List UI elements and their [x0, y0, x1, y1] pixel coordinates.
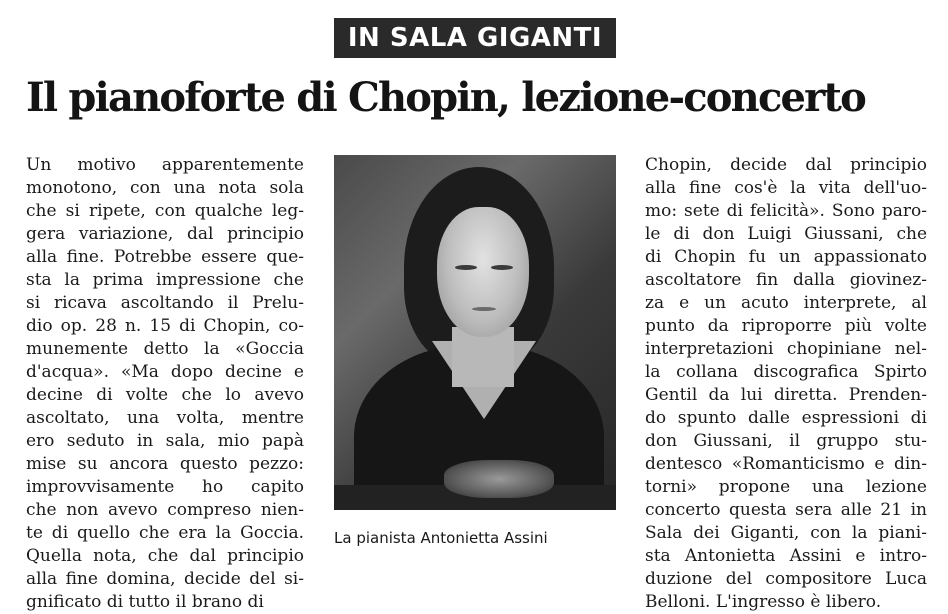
text-line: di Chopin fu un appassionato: [645, 247, 927, 267]
text-line: interpretazioni chopiniane nel-: [645, 339, 927, 359]
text-line: le di don Luigi Giussani, che: [645, 224, 927, 244]
photo-caption: La pianista Antonietta Assini: [334, 529, 548, 547]
text-line: ascoltato, una volta, mentre: [26, 408, 304, 428]
text-line: mise su ancora questo pezzo:: [26, 454, 304, 474]
text-line: che non avevo compreso nien-: [26, 500, 304, 520]
text-line: monotono, con una nota sola: [26, 178, 304, 198]
text-line: d'acqua». «Ma dopo decine e: [26, 362, 304, 382]
section-kicker: IN SALA GIGANTI: [334, 18, 616, 58]
text-line: sta Antonietta Assini e intro-: [645, 546, 927, 566]
text-line: improvvisamente ho capito: [26, 477, 304, 497]
text-line: Sala dei Giganti, con la piani-: [645, 523, 927, 543]
text-line: che si ripete, con qualche leg-: [26, 201, 304, 221]
text-line: Chopin, decide dal principio: [645, 155, 927, 175]
text-line: Un motivo apparentemente: [26, 155, 304, 175]
article-column-1: [26, 154, 304, 614]
text-line: torni» propone una lezione: [645, 477, 927, 497]
text-line: dentesco «Romanticismo e din-: [645, 454, 927, 474]
text-line: ascoltatore fin dalla giovinez-: [645, 270, 927, 290]
text-line: concerto questa sera alle 21 in: [645, 500, 927, 520]
text-line: gera variazione, dal principio: [26, 224, 304, 244]
text-line: za e un acuto interprete, al: [645, 293, 927, 313]
text-line: te di quello che era la Goccia.: [26, 523, 304, 543]
text-line: si ricava ascoltando il Prelu-: [26, 293, 304, 313]
text-line: duzione del compositore Luca: [645, 569, 927, 589]
text-line: alla fine. Potrebbe essere que-: [26, 247, 304, 267]
text-line: mo: sete di felicità». Sono paro-: [645, 201, 927, 221]
text-line: Belloni. L'ingresso è libero.: [645, 592, 882, 612]
article-column-3: [645, 154, 927, 614]
text-line: alla fine domina, decide del si-: [26, 569, 304, 589]
text-line: la collana discografica Spirto: [645, 362, 927, 382]
text-line: sta la prima impressione che: [26, 270, 304, 290]
text-line: munemente detto la «Goccia: [26, 339, 304, 359]
pianist-photo: [334, 155, 616, 510]
text-line: punto da riproporre più volte: [645, 316, 927, 336]
text-line: Quella nota, che dal principio: [26, 546, 304, 566]
text-line: gnificato di tutto il brano di: [26, 592, 264, 612]
text-line: alla fine cos'è la vita dell'uo-: [645, 178, 927, 198]
text-line: don Giussani, il gruppo stu-: [645, 431, 927, 451]
text-line: Gentil da lui diretta. Prenden-: [645, 385, 927, 405]
text-line: decine di volte che lo avevo: [26, 385, 304, 405]
text-line: do spunto dalle espressioni di: [645, 408, 927, 428]
article-headline: Il pianoforte di Chopin, lezione-concerto: [26, 74, 865, 121]
text-line: dio op. 28 n. 15 di Chopin, co-: [26, 316, 304, 336]
text-line: ero seduto in sala, mio papà: [26, 431, 304, 451]
